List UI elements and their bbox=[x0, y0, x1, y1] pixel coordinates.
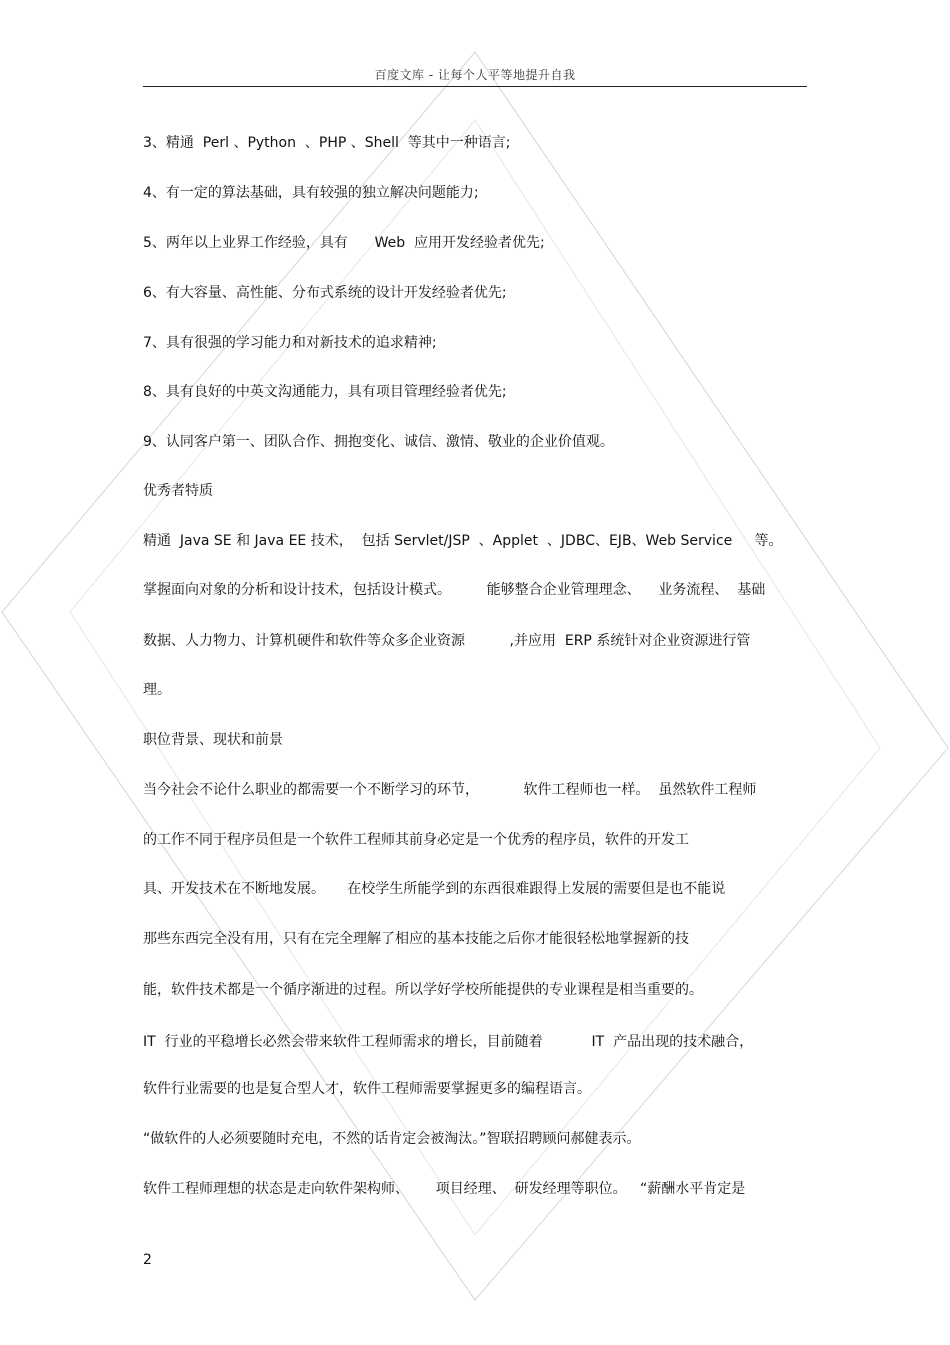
paragraph-line: “做软件的人必须要随时充电，不然的话肯定会被淘汰。”智联招聘顾问郝健表示。 bbox=[143, 1131, 641, 1147]
paragraph-line: 精通 Java SE 和 Java EE 技术， 包括 Servlet/JSP 、Applet 、JDBC、EJB、Web Service 等。 bbox=[143, 533, 783, 549]
paragraph-line: 软件行业需要的也是复合型人才，软件工程师需要掌握更多的编程语言。 bbox=[143, 1081, 591, 1097]
paragraph-line: IT 行业的平稳增长必然会带来软件工程师需求的增长，目前随着 IT 产品出现的技术融合， bbox=[143, 1034, 754, 1050]
page-header bbox=[143, 66, 807, 87]
requirement-6: 6、有大容量、高性能、分布式系统的设计开发经验者优先; bbox=[143, 285, 507, 301]
requirement-4: 4、有一定的算法基础，具有较强的独立解决问题能力; bbox=[143, 185, 479, 201]
paragraph-line: 当今社会不论什么职业的都需要一个不断学习的环节， 软件工程师也一样。 虽然软件工程师 bbox=[143, 782, 757, 798]
paragraph-line: 的工作不同于程序员但是一个软件工程师其前身必定是一个优秀的程序员，软件的开发工 bbox=[143, 832, 689, 848]
header-title: 百度文库 - 让每个人平等地提升自我 bbox=[374, 68, 576, 82]
paragraph-line: 掌握面向对象的分析和设计技术，包括设计模式。 能够整合企业管理理念、 业务流程、 基础 bbox=[143, 582, 766, 598]
page-number: 2 bbox=[143, 1252, 152, 1268]
paragraph-line: 具、开发技术在不断地发展。 在校学生所能学到的东西很难跟得上发展的需要但是也不能说 bbox=[143, 881, 726, 897]
section-heading-excellent-traits: 优秀者特质 bbox=[143, 483, 213, 499]
requirement-5: 5、两年以上业界工作经验，具有 Web 应用开发经验者优先; bbox=[143, 235, 545, 251]
paragraph-line: 数据、人力物力、计算机硬件和软件等众多企业资源 ,并应用 ERP 系统针对企业资源进行管 bbox=[143, 633, 751, 649]
requirement-3: 3、精通 Perl 、Python 、PHP 、Shell 等其中一种语言; bbox=[143, 135, 511, 151]
requirement-8: 8、具有良好的中英文沟通能力，具有项目管理经验者优先; bbox=[143, 384, 507, 400]
paragraph-line: 能，软件技术都是一个循序渐进的过程。所以学好学校所能提供的专业课程是相当重要的。 bbox=[143, 982, 703, 998]
paragraph-line: 软件工程师理想的状态是走向软件架构师、 项目经理、 研发经理等职位。 “薪酬水平肯定是 bbox=[143, 1181, 746, 1197]
section-heading-position-background: 职位背景、现状和前景 bbox=[143, 732, 283, 748]
requirement-7: 7、具有很强的学习能力和对新技术的追求精神; bbox=[143, 335, 437, 351]
requirement-9: 9、认同客户第一、团队合作、拥抱变化、诚信、激情、敬业的企业价值观。 bbox=[143, 434, 614, 450]
paragraph-line: 那些东西完全没有用，只有在完全理解了相应的基本技能之后你才能很轻松地掌握新的技 bbox=[143, 931, 689, 947]
paragraph-line: 理。 bbox=[143, 682, 171, 698]
